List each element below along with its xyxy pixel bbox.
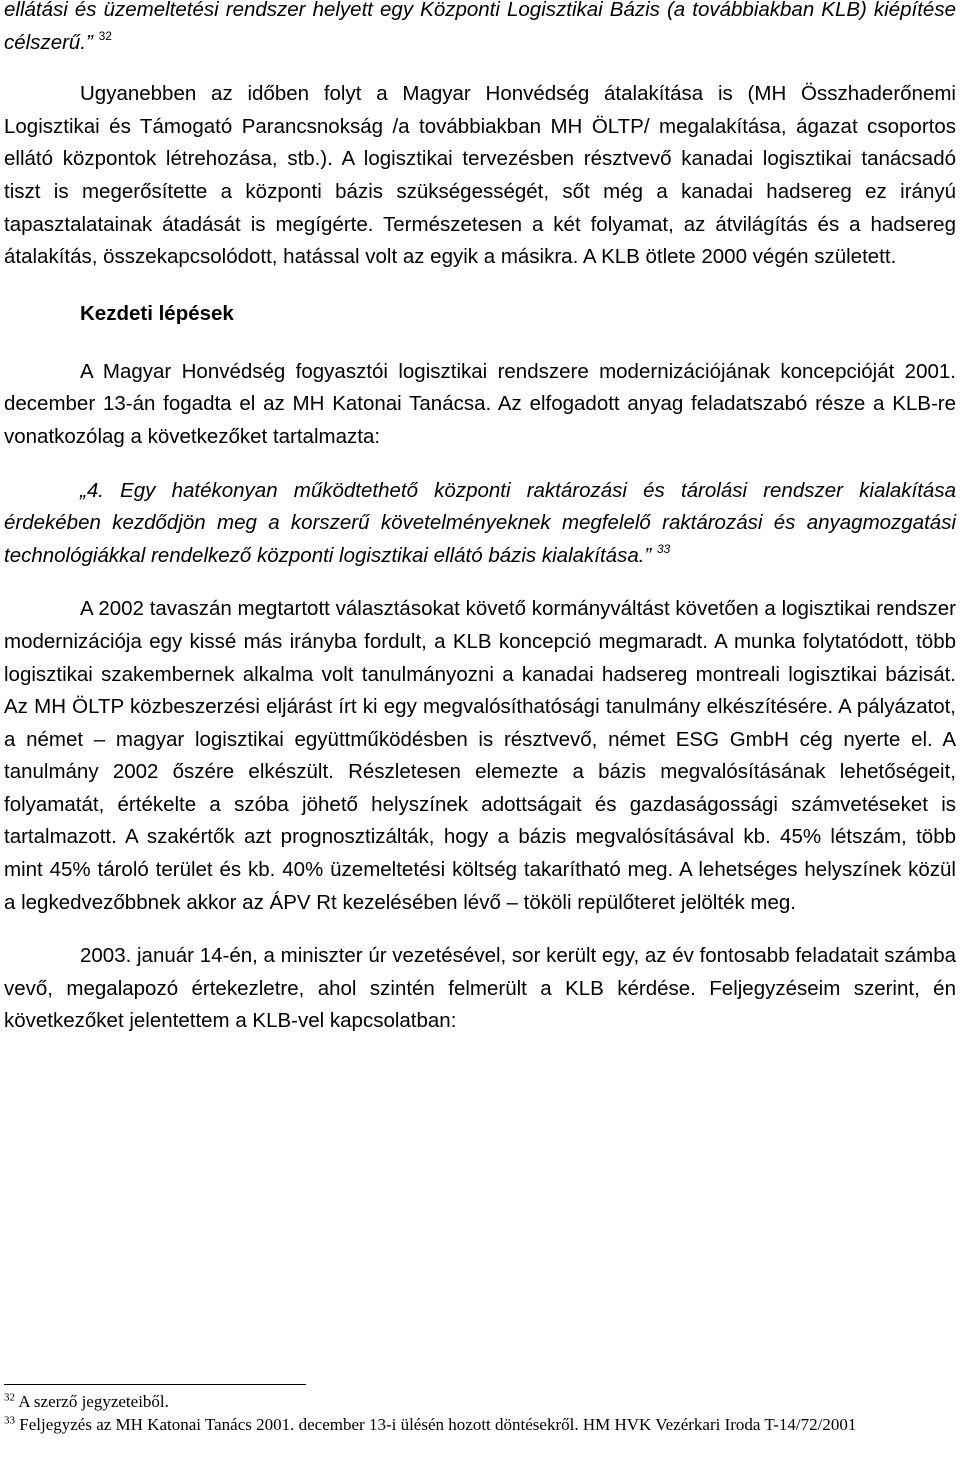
top-paragraph	[4, 0, 956, 59]
footnote-ref-33: 33	[656, 541, 671, 556]
footnote-number: 33	[4, 1414, 15, 1427]
document-page	[4, 0, 956, 1038]
footnote-text: A szerző jegyzeteiből.	[18, 1392, 169, 1411]
quote-paragraph	[4, 475, 956, 573]
body-paragraph-4: 2003. január 14-én, a miniszter úr vezetésével, sor került egy, az év fontosabb feladatait számba vevő, megalapozó értekezletre, ahol szintén felmerült a KLB kérdése. Feljegyzéseim szerint, én következőket jelentettem a KLB-vel kapcsolatban:	[4, 944, 956, 1033]
section-heading: Kezdeti lépések	[80, 301, 234, 325]
footnote-text: Feljegyzés az MH Katonai Tanács 2001. december 13-i ülésén hozott döntésekről. HM HVK Vezérkari Iroda T-14/72/2001	[19, 1415, 857, 1434]
body-paragraph-2: A Magyar Honvédség fogyasztói logisztikai rendszere modernizációjának koncepcióját 2001. december 13-án fogadta el az MH Katonai Tanácsa. Az elfogadott anyag feladatszabó része a KLB-re vonatkozólag a következőket tartalmazta:	[4, 359, 956, 448]
footnote-ref-32: 32	[98, 28, 112, 43]
quote-text: „4. Egy hatékonyan működtethető központi raktározási és tárolási rendszer kialakítása érdekében kezdődjön meg a korszerű követelményeknek megfelelő raktározási és anyagmozgatási technológiákkal rendelkező központi logisztikai ellátó bázis kialakítása.”	[4, 478, 956, 567]
body-paragraph-3: A 2002 tavaszán megtartott választásokat követő kormányváltást követően a logisztikai rendszer modernizációja egy kissé más irányba fordult, a KLB koncepció megmaradt. A munka folytatódott, több logisztikai szakembernek alkalma volt tanulmányozni a kanadai hadsereg montreali logisztikai bázisát. Az MH ÖLTP közbeszerzési eljárást írt ki egy megvalósíthatósági tanulmány elkészítésére. A pályázatot, a német – magyar logisztikai együttműködésben is résztvevő, német ESG GmbH cég nyerte el. A tanulmány 2002 őszére elkészült. Részletesen elemezte a bázis megvalósításának lehetőségeit, folyamatát, értékelte a szóba jöhető helyszínek adottságait és gazdaságossági számvetéseket is tartalmazott. A szakértők azt prognosztizálták, hogy a bázis megvalósításával kb. 45% létszám, több mint 45% tároló terület és kb. 40% üzemeltetési költség takarítható meg. A lehetséges helyszínek közül a legkedvezőbbnek akkor az ÁPV Rt kezelésében lévő – tököli repülőteret jelölték meg.	[4, 597, 956, 914]
footnote-number: 32	[4, 1391, 15, 1404]
top-paragraph-text: ellátási és üzemeltetési rendszer helyett egy Központi Logisztikai Bázis (a továbbiakban KLB) kiépítése célszerű.”	[4, 0, 956, 54]
footnote-separator	[4, 1384, 306, 1385]
footnote-33	[4, 1413, 956, 1436]
footnotes	[4, 1390, 956, 1436]
body-paragraph-1: Ugyanebben az időben folyt a Magyar Honvédség átalakítása is (MH Összhaderőnemi Logisztikai és Támogató Parancsnokság /a továbbiakban MH ÖLTP/ megalakítása, ágazat csoportos ellátó központok létrehozása, stb.). A logisztikai tervezésben résztvevő kanadai logisztikai tanácsadó tiszt is megerősítette a központi bázis szükségességét, sőt még a kanadai hadsereg ez irányú tapasztalatainak átadását is megígérte. Természetesen a két folyamat, az átvilágítás és a hadsereg átalakítás, összekapcsolódott, hatással volt az egyik a másikra. A KLB ötlete 2000 végén született.	[4, 82, 956, 269]
footnote-32	[4, 1390, 956, 1413]
